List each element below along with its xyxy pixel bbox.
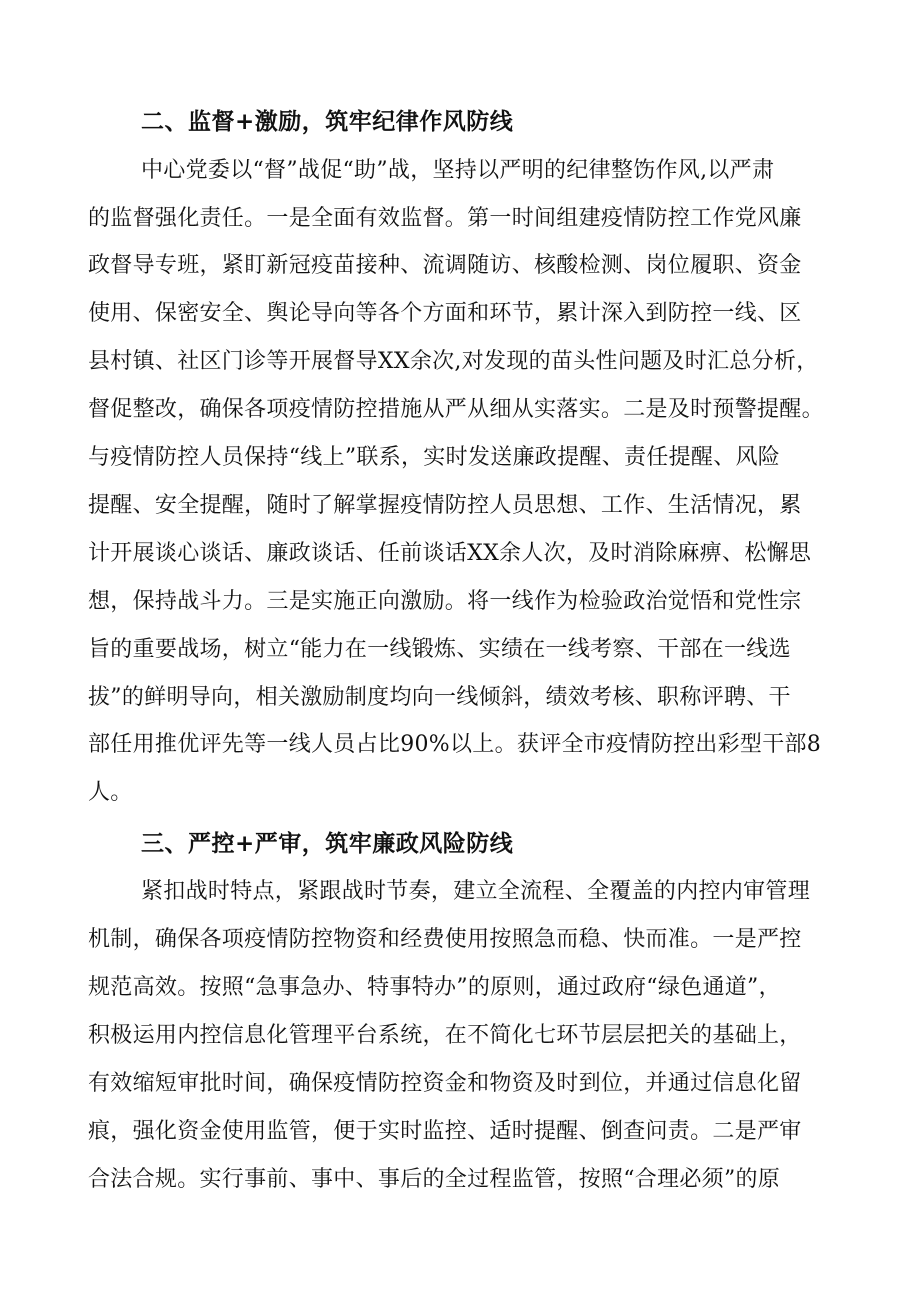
paragraph-line: 的监督强化责任。一是全面有效监督。第一时间组建疫情防控工作党风廉: [88, 206, 802, 231]
paragraph-line: 中心党委以“督”战促“助”战，坚持以严明的纪律整饬作风,以严肃: [141, 158, 775, 183]
paragraph-line: 旨的重要战场，树立“能力在一线锻炼、实绩在一线考察、干部在一线选: [88, 637, 791, 662]
paragraph-line: 拔”的鲜明导向，相关激励制度均向一线倾斜，绩效考核、职称评聘、干: [88, 685, 791, 710]
paragraph-line: 政督导专班，紧盯新冠疫苗接种、流调随访、核酸检测、岗位履职、资金: [88, 253, 802, 278]
paragraph-line: 想，保持战斗力。三是实施正向激励。将一线作为检验政治觉悟和党性宗: [88, 589, 802, 614]
paragraph-line: 有效缩短审批时间，确保疫情防控资金和物资及时到位，并通过信息化留: [88, 1071, 802, 1096]
paragraph-line: 积极运用内控信息化管理平台系统，在不简化七环节层层把关的基础上，: [88, 1023, 802, 1048]
section-heading-integrity: 三、严控+严审，筑牢廉政风险防线: [141, 831, 514, 857]
paragraph-line: 与疫情防控人员保持“线上”联系，实时发送廉政提醒、责任提醒、风险: [88, 445, 781, 470]
paragraph-line: 机制，确保各项疫情防控物资和经费使用按照急而稳、快而准。一是严控: [88, 927, 802, 952]
paragraph-line: 使用、保密安全、舆论导向等各个方面和环节，累计深入到防控一线、区: [88, 301, 802, 326]
paragraph-line: 部任用推优评先等一线人员占比90%以上。获评全市疫情防控出彩型干部8: [88, 732, 822, 757]
paragraph-line: 县村镇、社区门诊等开展督导XX余次,对发现的苗头性问题及时汇总分析，: [88, 349, 819, 374]
paragraph-line: 提醒、安全提醒，随时了解掌握疫情防控人员思想、工作、生活情况，累: [88, 493, 802, 518]
paragraph-line: 紧扣战时特点，紧跟战时节奏，建立全流程、全覆盖的内控内审管理: [141, 879, 811, 904]
paragraph-line: 人。: [88, 780, 133, 805]
paragraph-line: 督促整改，确保各项疫情防控措施从严从细从实落实。二是及时预警提醒。: [88, 397, 824, 422]
paragraph-line: 合法合规。实行事前、事中、事后的全过程监管，按照“合理必须”的原: [88, 1167, 781, 1192]
paragraph-line: 规范高效。按照“急事急办、特事特办”的原则，通过政府“绿色通道”，: [88, 975, 781, 1000]
section-heading-discipline: 二、监督+激励，筑牢纪律作风防线: [141, 109, 514, 135]
paragraph-line: 痕，强化资金使用监管，便于实时监控、适时提醒、倒查问责。二是严审: [88, 1119, 802, 1144]
paragraph-line: 计开展谈心谈话、廉政谈话、任前谈话XX余人次，及时消除麻痹、松懈思: [88, 541, 812, 566]
